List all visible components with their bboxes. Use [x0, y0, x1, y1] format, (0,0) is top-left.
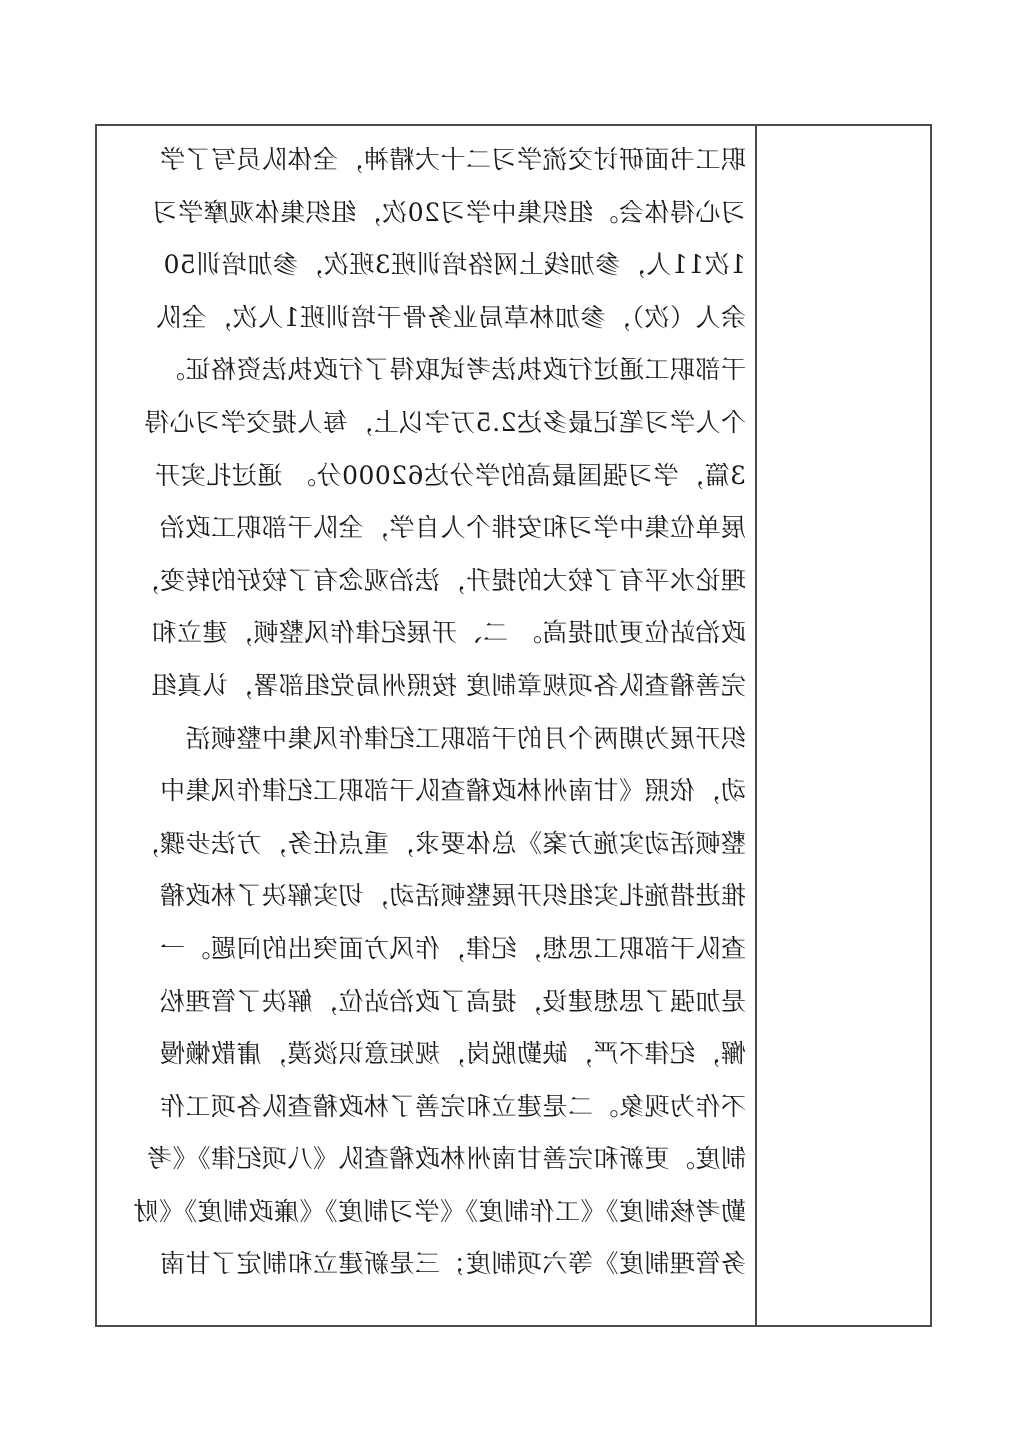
text-line: 展单位集中学习和安排个人自学，全队干部职工政治	[159, 513, 746, 543]
text-line: 余人（次），参加林草局业务骨干培训班1人次，全队	[155, 302, 746, 332]
text-line: 是加强了思想建设，提高了政治站位，解决了管理松	[159, 986, 746, 1016]
text-line: 查队干部职工思想，纪律，作风方面突出的问题。一	[159, 933, 746, 963]
text-line: 个人学习笔记最多达2.5万字以上，每人提交学习心得	[143, 407, 746, 437]
document-table	[95, 124, 932, 1327]
empty-column	[757, 126, 930, 1325]
text-line: 推进措施扎实组织开展整顿活动，切实解决了林政稽	[159, 881, 746, 911]
text-line: 3篇，学习强国最高的学分达62000分。 通过扎实开	[154, 460, 746, 490]
text-line: 政治站位更加提高。 二、开展纪律作风整顿，建立和	[151, 618, 746, 648]
text-line: 勤考核制度》《工作制度》《学习制度》《廉政制度》《财	[132, 1196, 746, 1226]
text-column	[97, 126, 755, 1325]
text-line: 1次11人，参加线上网络培训班3班次，参加培训50	[163, 250, 746, 280]
text-line: 懈，纪律不严，缺勤脱岗，规矩意识淡漠，庸散懒慢	[159, 1039, 746, 1069]
text-line: 不作为现象。二是建立和完善了林政稽查队各项工作	[159, 1091, 746, 1121]
text-line: 整顿活动实施方案》总体要求，重点任务，方法步骤，	[133, 828, 746, 858]
text-line: 理论水平有了较大的提升，法治观念有了较好的转变，	[133, 565, 746, 595]
text-line: 职工书面研讨交流学习二十大精神，全体队员写了学	[159, 145, 746, 174]
text-line: 织开展为期两个月的干部职工纪律作风集中整顿活	[184, 723, 746, 753]
text-line: 制度。更新和完善甘南州林政稽查队《八项纪律》《考	[146, 1144, 746, 1174]
text-line: 动，依照《甘南州林政稽查队干部职工纪律作风集中	[159, 776, 746, 806]
text-line: 习心得体会。组织集中学习20次，组织集体观摩学习	[152, 197, 746, 227]
text-line: 务管理制度》等六项制度；三是新建立和制定了甘南	[159, 1249, 746, 1279]
text-line: 干部职工通过行政执法考试取得了行政执法资格证。	[159, 355, 746, 385]
text-lines	[110, 134, 746, 1291]
text-line: 完善稽查队各项规章制度 按照州局党组部署，认真组	[151, 670, 746, 700]
